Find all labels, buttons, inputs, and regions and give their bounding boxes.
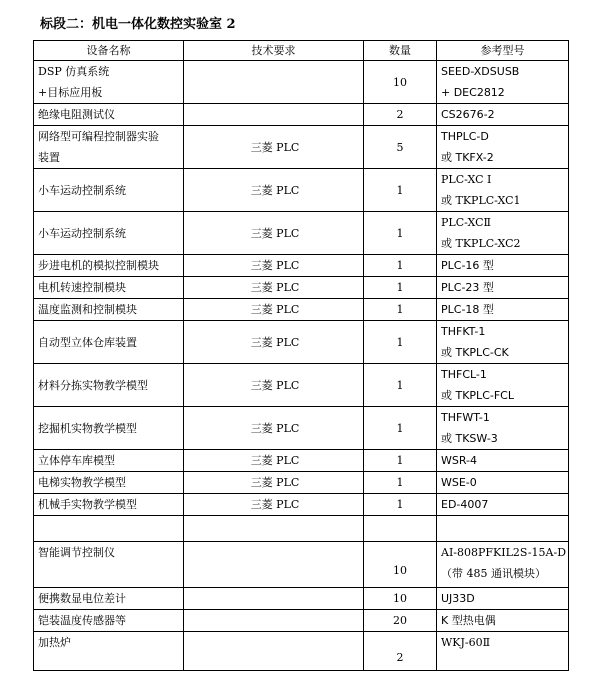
tech-requirement-cell: 三菱 PLC	[184, 277, 364, 299]
reference-model-cell	[437, 61, 569, 104]
reference-model-cell	[437, 299, 569, 321]
device-name-cell	[34, 321, 184, 364]
reference-model-line: 或 TKPLC-FCL	[441, 389, 514, 402]
device-name-line: 机械手实物教学模型	[38, 498, 137, 511]
reference-model-line: 或 TKPLC-XC2	[441, 237, 521, 250]
table-row	[34, 61, 569, 104]
tech-requirement-cell: 三菱 PLC	[184, 169, 364, 212]
reference-model-line: （带 485 通讯模块）	[441, 567, 546, 580]
tech-requirement-cell: 三菱 PLC	[184, 212, 364, 255]
reference-model-cell	[437, 588, 569, 610]
reference-model-line: 或 TKPLC-XC1	[441, 194, 521, 207]
reference-model-cell	[437, 255, 569, 277]
table-row	[34, 494, 569, 516]
quantity-cell: 1	[364, 255, 437, 277]
reference-model-line: 或 TKSW-3	[441, 432, 498, 445]
tech-requirement-cell	[184, 61, 364, 104]
reference-model-cell	[437, 610, 569, 632]
device-name-line: 网络型可编程控制器实验	[38, 130, 159, 143]
table-row	[34, 321, 569, 364]
reference-model-line: 或 TKFX-2	[441, 151, 494, 164]
device-name-line: 小车运动控制系统	[38, 183, 126, 197]
reference-model-line: PLC-16 型	[441, 259, 494, 272]
reference-model-cell	[437, 450, 569, 472]
device-name-line: 装置	[38, 151, 60, 164]
device-name-line: 绝缘电阻测试仪	[38, 108, 115, 121]
reference-model-line: CS2676-2	[441, 108, 495, 121]
device-name-line: 智能调节控制仪	[38, 546, 115, 559]
quantity-cell: 5	[364, 126, 437, 169]
tech-requirement-cell: 三菱 PLC	[184, 321, 364, 364]
device-name-cell	[34, 61, 184, 104]
tech-requirement-cell: 三菱 PLC	[184, 364, 364, 407]
device-name-cell	[34, 364, 184, 407]
quantity-cell: 1	[364, 364, 437, 407]
quantity-cell: 2	[364, 632, 437, 671]
table-row	[34, 212, 569, 255]
reference-model-cell	[437, 494, 569, 516]
reference-model-line: K 型热电偶	[441, 614, 496, 627]
tech-requirement-cell	[184, 588, 364, 610]
quantity-cell: 10	[364, 542, 437, 588]
quantity-cell: 1	[364, 494, 437, 516]
quantity-cell: 1	[364, 277, 437, 299]
device-name-cell	[34, 126, 184, 169]
device-name-line: 挖掘机实物教学模型	[38, 421, 137, 435]
tech-requirement-cell: 三菱 PLC	[184, 450, 364, 472]
quantity-cell: 1	[364, 299, 437, 321]
device-name-cell	[34, 588, 184, 610]
tech-requirement-cell: 三菱 PLC	[184, 299, 364, 321]
header-tech-requirement: 技术要求	[184, 41, 364, 61]
tech-requirement-cell: 三菱 PLC	[184, 494, 364, 516]
table-row	[34, 299, 569, 321]
table-row	[34, 588, 569, 610]
tech-requirement-cell: 三菱 PLC	[184, 255, 364, 277]
device-name-line: DSP 仿真系统	[38, 65, 110, 78]
tech-requirement-cell	[184, 516, 364, 542]
reference-model-cell	[437, 321, 569, 364]
table-row	[34, 104, 569, 126]
reference-model-cell	[437, 516, 569, 542]
quantity-cell: 10	[364, 588, 437, 610]
reference-model-line: WSR-4	[441, 454, 478, 467]
quantity-cell: 1	[364, 450, 437, 472]
quantity-cell: 2	[364, 104, 437, 126]
device-name-line: 步进电机的模拟控制模块	[38, 259, 159, 272]
table-body	[34, 61, 569, 671]
reference-model-cell	[437, 632, 569, 671]
quantity-cell: 1	[364, 212, 437, 255]
device-name-cell	[34, 472, 184, 494]
device-name-line: 加热炉	[38, 636, 71, 649]
reference-model-line: WKJ-60Ⅱ	[441, 636, 491, 649]
device-name-line: 便携数显电位差计	[38, 592, 126, 605]
quantity-cell: 1	[364, 169, 437, 212]
device-name-cell	[34, 632, 184, 671]
equipment-table	[33, 40, 569, 671]
tech-requirement-cell: 三菱 PLC	[184, 407, 364, 450]
device-name-line: +目标应用板	[38, 86, 103, 99]
reference-model-line: PLC-18 型	[441, 303, 494, 316]
reference-model-line: THFKT-1	[441, 325, 486, 338]
quantity-cell: 10	[364, 61, 437, 104]
device-name-line: 温度监测和控制模块	[38, 303, 137, 316]
device-name-cell	[34, 450, 184, 472]
device-name-line: 自动型立体仓库装置	[38, 335, 137, 349]
reference-model-cell	[437, 277, 569, 299]
table-row	[34, 610, 569, 632]
device-name-cell	[34, 255, 184, 277]
tech-requirement-cell	[184, 104, 364, 126]
table-row	[34, 364, 569, 407]
reference-model-line: PLC-XC I	[441, 173, 492, 186]
reference-model-line: AI-808PFKIL2S-15A-D	[441, 546, 567, 559]
tech-requirement-cell	[184, 610, 364, 632]
page-title: 标段二：机电一体化数控实验室 2	[40, 17, 236, 32]
tech-requirement-cell	[184, 542, 364, 588]
reference-model-line: PLC-XCⅡ	[441, 216, 491, 229]
reference-model-line: PLC-23 型	[441, 281, 494, 294]
table-row	[34, 126, 569, 169]
device-name-cell	[34, 494, 184, 516]
reference-model-cell	[437, 104, 569, 126]
tech-requirement-cell: 三菱 PLC	[184, 126, 364, 169]
device-name-line: 电梯实物教学模型	[38, 476, 126, 489]
device-name-cell	[34, 299, 184, 321]
device-name-cell	[34, 610, 184, 632]
reference-model-cell	[437, 126, 569, 169]
reference-model-cell	[437, 472, 569, 494]
device-name-cell	[34, 104, 184, 126]
header-device-name: 设备名称	[34, 41, 184, 61]
header-quantity: 数量	[364, 41, 437, 61]
reference-model-cell	[437, 212, 569, 255]
device-name-cell	[34, 212, 184, 255]
device-name-line: 铠装温度传感器等	[38, 614, 126, 627]
reference-model-line: THPLC-D	[441, 130, 489, 143]
header-reference-model: 参考型号	[437, 41, 569, 61]
reference-model-line: THFWT-1	[441, 411, 490, 424]
quantity-cell: 20	[364, 610, 437, 632]
table-row	[34, 632, 569, 671]
quantity-cell: 1	[364, 472, 437, 494]
device-name-cell	[34, 169, 184, 212]
table-row	[34, 450, 569, 472]
device-name-cell	[34, 277, 184, 299]
device-name-line: 材料分拣实物教学模型	[38, 378, 148, 392]
table-row	[34, 542, 569, 588]
table-row	[34, 169, 569, 212]
reference-model-line: THFCL-1	[441, 368, 487, 381]
quantity-cell: 1	[364, 321, 437, 364]
device-name-cell	[34, 542, 184, 588]
table-row	[34, 407, 569, 450]
quantity-cell: 1	[364, 407, 437, 450]
tech-requirement-cell	[184, 632, 364, 671]
reference-model-line: + DEC2812	[441, 86, 505, 99]
reference-model-cell	[437, 542, 569, 588]
device-name-line: 立体停车库模型	[38, 454, 115, 467]
device-name-cell	[34, 407, 184, 450]
quantity-cell	[364, 516, 437, 542]
table-row	[34, 255, 569, 277]
table-row	[34, 277, 569, 299]
reference-model-cell	[437, 407, 569, 450]
reference-model-line: UJ33D	[441, 592, 475, 605]
table-row	[34, 516, 569, 542]
reference-model-cell	[437, 364, 569, 407]
reference-model-line: SEED-XDSUSB	[441, 65, 520, 78]
device-name-line: 电机转速控制模块	[38, 281, 126, 294]
reference-model-line: WSE-0	[441, 476, 477, 489]
tech-requirement-cell: 三菱 PLC	[184, 472, 364, 494]
table-row	[34, 472, 569, 494]
device-name-cell	[34, 516, 184, 542]
table-header-row	[34, 41, 569, 61]
reference-model-line: ED-4007	[441, 498, 489, 511]
device-name-line: 小车运动控制系统	[38, 226, 126, 240]
reference-model-cell	[437, 169, 569, 212]
reference-model-line: 或 TKPLC-CK	[441, 346, 509, 359]
